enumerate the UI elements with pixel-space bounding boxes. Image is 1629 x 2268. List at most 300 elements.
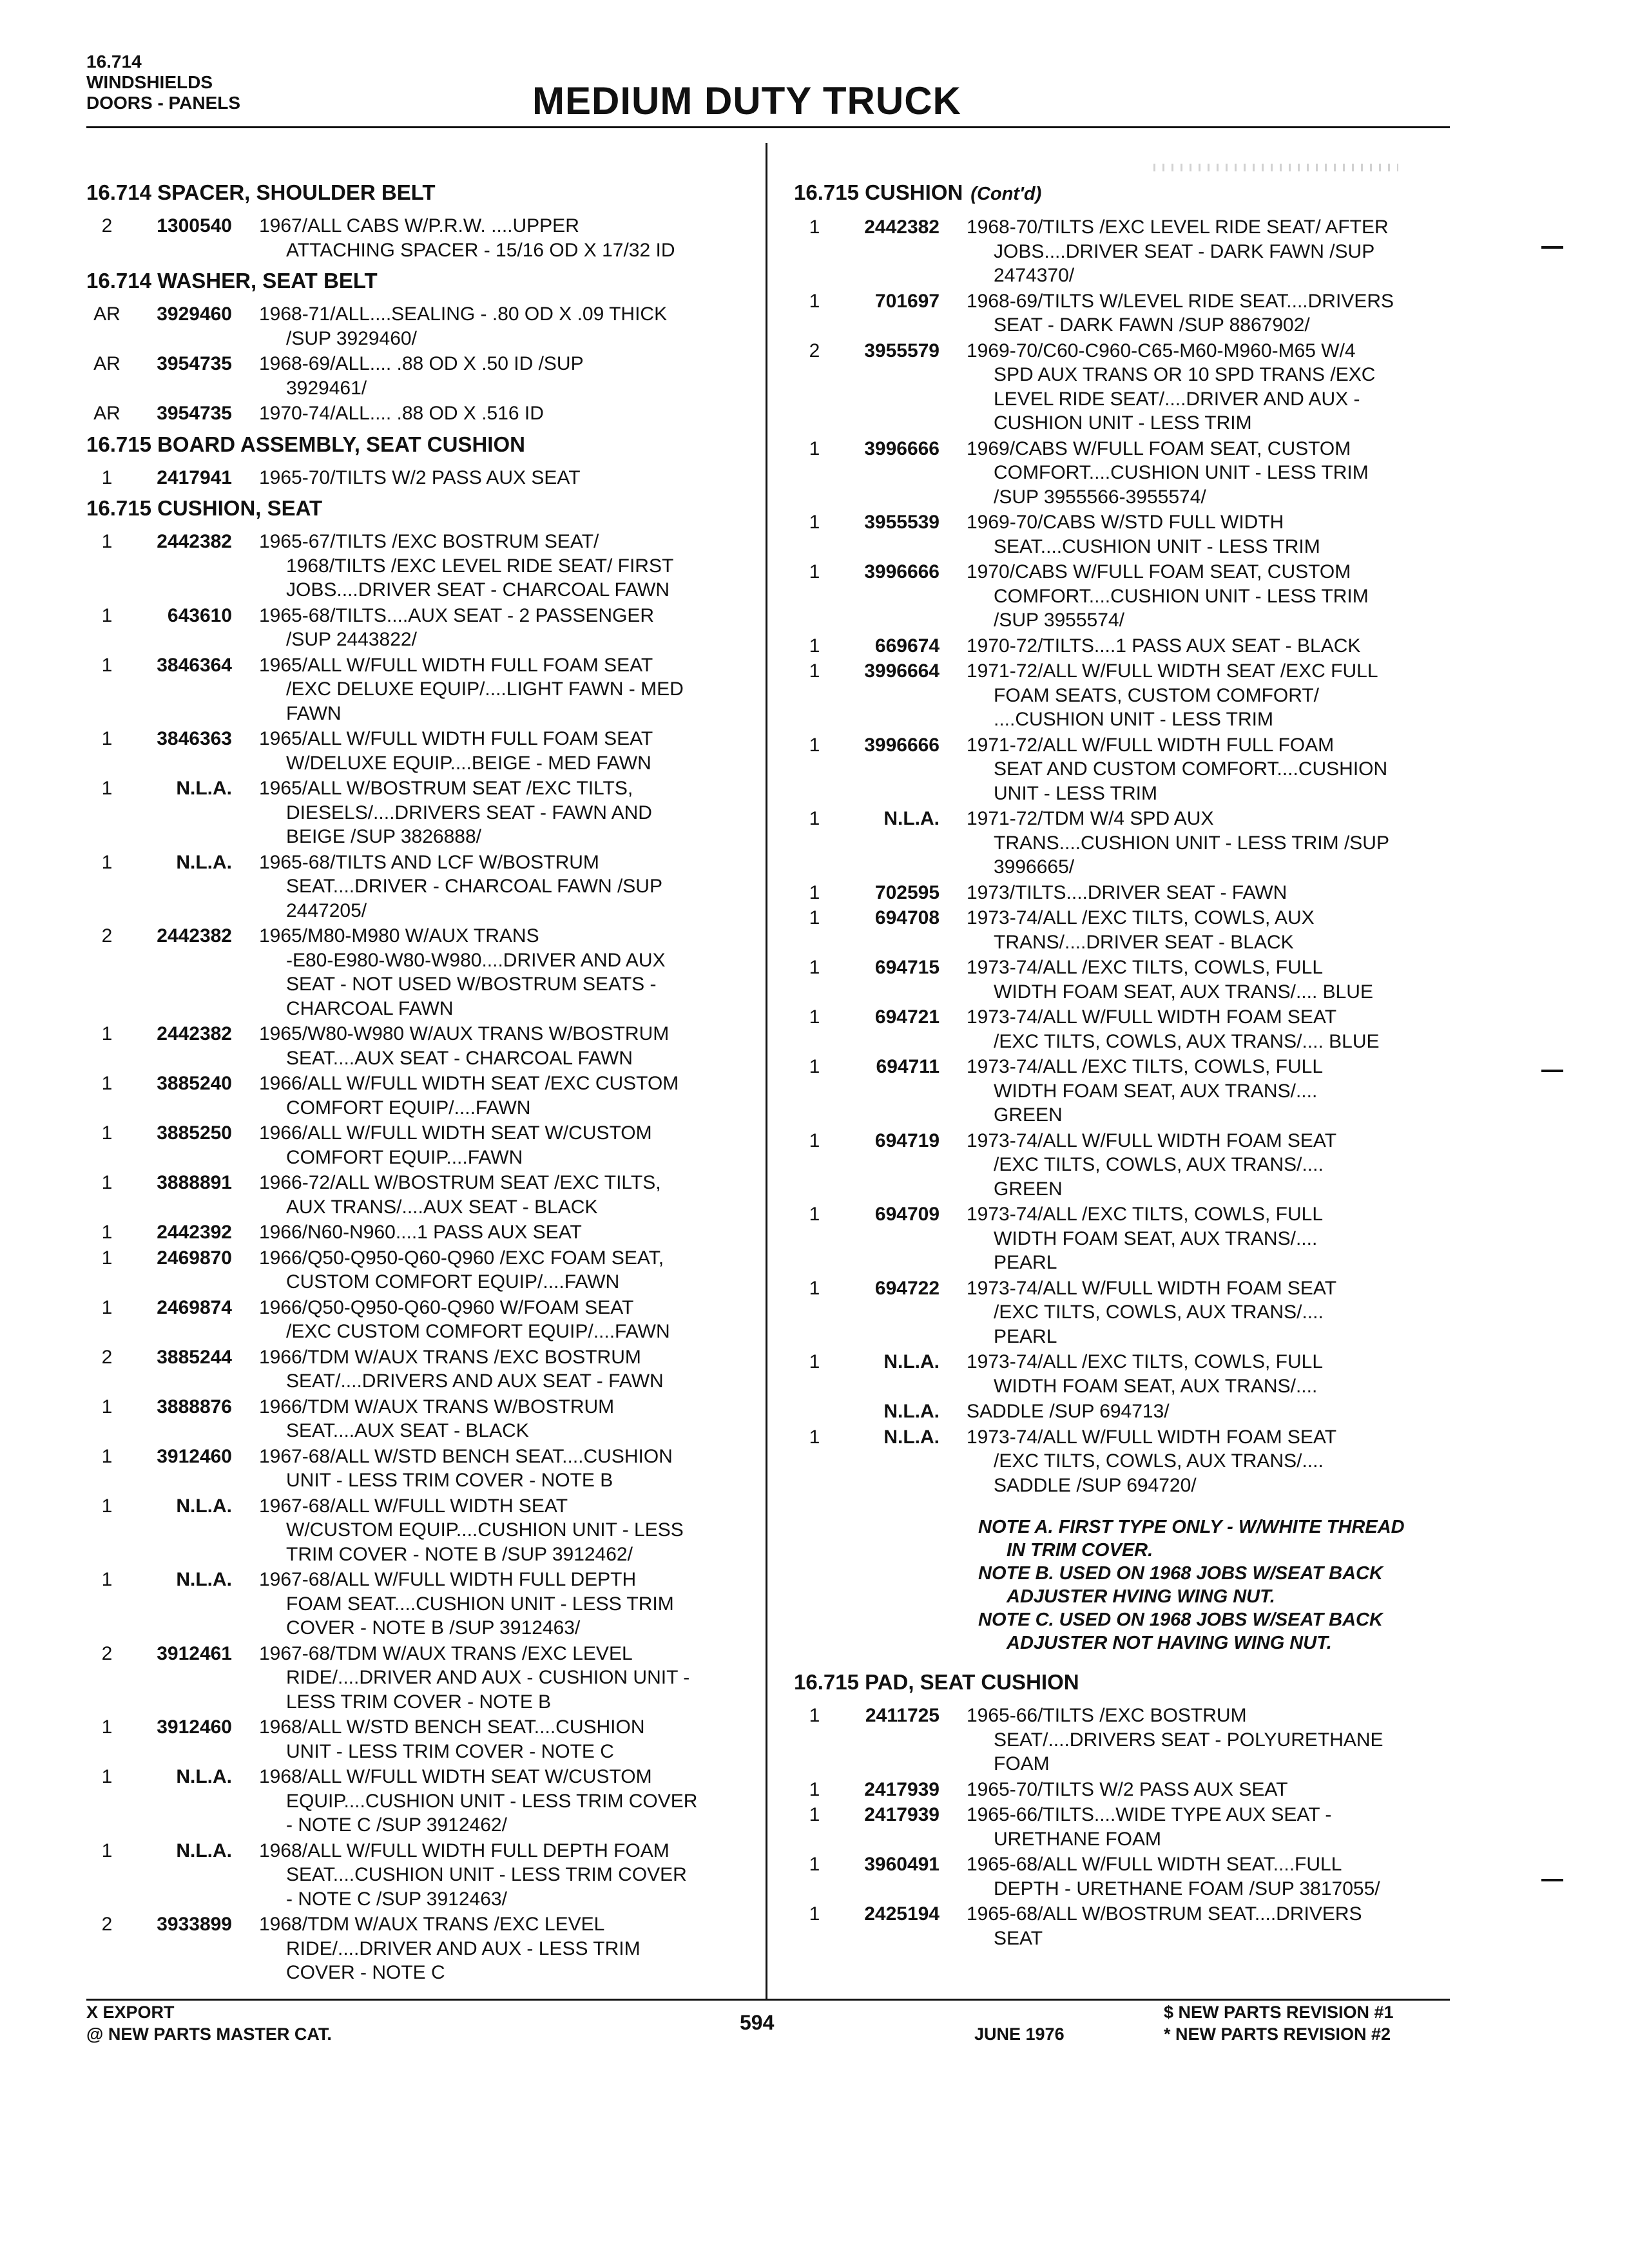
part-quantity: 1 [809,437,820,459]
header-line: 16.714 [86,52,142,72]
part-description [232,850,744,923]
part-quantity: 1 [101,1445,113,1467]
part-row [86,1171,744,1219]
section-title: 16.714 WASHER, SEAT BELT [86,269,378,293]
description-line: COMFORT EQUIP....FAWN [286,1146,523,1168]
description-line: DEPTH - URETHANE FOAM /SUP 3817055/ [994,1878,1380,1899]
part-row [86,214,744,262]
part-number: N.L.A. [176,778,232,799]
part-number: 694715 [874,957,940,978]
description-line: PEARL [994,1252,1057,1273]
part-description [232,727,744,775]
description-line: LESS TRIM COVER - NOTE B [286,1691,552,1713]
part-row [86,530,744,602]
part-quantity: 2 [809,340,820,361]
description-line: 1965-67/TILTS /EXC BOSTRUM SEAT/ [259,531,599,552]
part-number: 3885250 [157,1122,232,1144]
description-line: SEAT....CUSHION UNIT - LESS TRIM COVER [286,1864,687,1885]
part-description [940,1704,1464,1776]
part-row [86,1568,744,1640]
part-quantity: 1 [809,881,820,903]
part-quantity: 1 [101,1296,113,1318]
description-line: 1971-72/TDM W/4 SPD AUX [967,808,1214,829]
footer-date: JUNE 1976 [974,2024,1065,2044]
section-title: 16.715 CUSHION [794,180,963,204]
part-quantity [794,1399,835,1424]
description-line: TRANS....CUSHION UNIT - LESS TRIM /SUP [994,832,1389,854]
part-number: 2469870 [157,1247,232,1269]
description-line: 1968/TILTS /EXC LEVEL RIDE SEAT/ FIRST [286,555,674,577]
description-line: 1968/TDM W/AUX TRANS /EXC LEVEL [259,1914,605,1935]
part-number: 2442382 [157,531,232,552]
header-section-id [86,52,240,113]
part-description [232,1445,744,1493]
description-line: - NOTE C /SUP 3912462/ [286,1814,507,1836]
part-quantity: 1 [101,778,113,799]
footer-export: X EXPORT [86,2003,175,2022]
part-quantity: 1 [809,1204,820,1225]
part-number: 2411725 [865,1705,940,1726]
description-line: 2474370/ [994,265,1075,286]
part-description [940,1129,1464,1202]
part-row [86,1445,744,1493]
description-line: 1967/ALL CABS W/P.R.W. ....UPPER [259,215,579,236]
part-row [86,401,744,426]
part-description [940,659,1464,732]
description-line: UNIT - LESS TRIM [994,782,1157,804]
part-row [86,1494,744,1567]
part-quantity: 1 [101,1023,113,1044]
part-number: 2417939 [864,1778,940,1800]
part-number: N.L.A. [176,1840,232,1861]
part-number: 3929460 [157,303,232,325]
part-description [940,733,1464,806]
part-row [794,1276,1464,1349]
part-number: 2442392 [157,1222,232,1243]
column-divider [766,143,767,1999]
description-line: 1965-66/TILTS....WIDE TYPE AUX SEAT - [967,1804,1332,1825]
part-quantity: 1 [809,1006,820,1028]
part-description [232,1022,744,1070]
part-description [232,302,744,351]
part-row [794,1399,1464,1424]
part-quantity: 1 [809,216,820,238]
description-line: 1973-74/ALL /EXC TILTS, COWLS, FULL [967,1204,1324,1225]
description-line: SPD AUX TRANS OR 10 SPD TRANS /EXC [994,364,1376,385]
footer-divider [86,1999,1450,2001]
part-row [86,352,744,400]
description-line: /EXC TILTS, COWLS, AUX TRANS/.... BLUE [994,1030,1380,1052]
description-line: 1968-69/TILTS W/LEVEL RIDE SEAT....DRIVERS [967,290,1394,312]
part-quantity: 1 [101,654,113,676]
part-number: 3846363 [157,728,232,749]
description-line: JOBS....DRIVER SEAT - DARK FAWN /SUP [994,240,1375,262]
part-description [940,1852,1464,1901]
description-line: SEAT....CUSHION UNIT - LESS TRIM [994,535,1320,557]
margin-mark [1541,1070,1563,1072]
part-description [232,1121,744,1169]
part-row [794,659,1464,732]
part-number: 3954735 [157,353,232,374]
part-quantity: 1 [809,1351,820,1372]
description-line: TRIM COVER - NOTE B /SUP 3912462/ [286,1543,633,1565]
description-line: /EXC TILTS, COWLS, AUX TRANS/.... [994,1450,1324,1472]
part-number: 3996666 [864,437,940,459]
description-line: PEARL [994,1325,1057,1347]
description-line: W/CUSTOM EQUIP....CUSHION UNIT - LESS [286,1519,684,1541]
part-number: 2442382 [157,925,232,947]
part-row [794,906,1464,954]
part-quantity: AR [93,353,120,374]
part-row [86,1121,744,1169]
part-row [86,1220,744,1245]
description-line: 2447205/ [286,899,367,921]
part-quantity: 1 [101,1495,113,1517]
part-quantity: 2 [101,215,113,236]
part-quantity: 1 [101,1840,113,1861]
part-description [940,956,1464,1004]
description-line: 1973-74/ALL /EXC TILTS, COWLS, FULL [967,1351,1324,1372]
part-quantity: 1 [809,957,820,978]
part-quantity: 1 [101,851,113,873]
part-description [232,776,744,849]
note-line: IN TRIM COVER. [1007,1540,1153,1561]
description-line: 1965-70/TILTS W/2 PASS AUX SEAT [967,1778,1288,1800]
description-line: /EXC CUSTOM COMFORT EQUIP/....FAWN [286,1321,670,1342]
description-line: ATTACHING SPACER - 15/16 OD X 17/32 ID [286,239,675,261]
description-line: URETHANE FOAM [994,1828,1162,1850]
description-line: 1965-68/TILTS AND LCF W/BOSTRUM [259,851,599,873]
part-number: N.L.A. [883,808,940,829]
note-line: NOTE B. USED ON 1968 JOBS W/SEAT BACK [978,1563,1383,1584]
part-number: 694711 [876,1056,940,1077]
part-description [232,1568,744,1640]
part-number: 2417939 [864,1804,940,1825]
part-description [232,924,744,1021]
part-row [86,653,744,726]
section-continued: (Cont'd) [970,184,1042,204]
part-number: N.L.A. [176,851,232,873]
part-row [86,1765,744,1838]
description-line: SEAT - NOT USED W/BOSTRUM SEATS - [286,974,657,995]
part-row [794,1055,1464,1128]
part-description [232,1171,744,1219]
description-line: FOAM SEAT....CUSHION UNIT - LESS TRIM [286,1593,674,1615]
part-quantity: 1 [809,1129,820,1151]
description-line: W/DELUXE EQUIP....BEIGE - MED FAWN [286,752,651,774]
footnotes [978,1515,1464,1655]
description-line: COMFORT....CUSHION UNIT - LESS TRIM [994,585,1369,607]
description-line: 1967-68/TDM W/AUX TRANS /EXC LEVEL [259,1642,633,1664]
part-quantity: 1 [809,290,820,312]
description-line: 1973-74/ALL W/FULL WIDTH FOAM SEAT [967,1426,1337,1448]
description-line: 1965-66/TILTS /EXC BOSTRUM [967,1705,1247,1726]
description-line: AUX TRANS/....AUX SEAT - BLACK [286,1196,598,1218]
description-line: FOAM SEATS, CUSTOM COMFORT/ [994,684,1320,706]
part-number: N.L.A. [176,1495,232,1517]
part-row [794,560,1464,633]
description-line: - NOTE C /SUP 3912463/ [286,1888,507,1910]
description-line: 1968/ALL W/STD BENCH SEAT....CUSHION [259,1716,645,1738]
part-number: 3912461 [157,1642,232,1664]
part-number: 701697 [874,290,940,312]
part-description [232,214,744,262]
part-quantity: 1 [101,466,113,488]
part-number: N.L.A. [176,1766,232,1787]
description-line: 1965-68/TILTS....AUX SEAT - 2 PASSENGER [259,604,655,626]
description-line: UNIT - LESS TRIM COVER - NOTE B [286,1470,613,1491]
part-quantity: 1 [809,1426,820,1448]
description-line: 1965-70/TILTS W/2 PASS AUX SEAT [259,466,581,488]
part-quantity: 1 [809,512,820,533]
description-line: 1973-74/ALL /EXC TILTS, COWLS, FULL [967,957,1324,978]
part-quantity: AR [93,403,120,424]
header-line: WINDSHIELDS [86,72,213,92]
part-row [86,604,744,652]
part-row [794,289,1464,338]
part-number: 694719 [874,1129,940,1151]
part-description [232,352,744,400]
part-number: 694721 [874,1006,940,1028]
section-heading [794,1670,1464,1695]
part-number: 3888876 [157,1396,232,1418]
description-line: /EXC DELUXE EQUIP/....LIGHT FAWN - MED [286,678,684,700]
description-line: 1966/Q50-Q950-Q60-Q960 W/FOAM SEAT [259,1296,634,1318]
description-line: 1967-68/ALL W/FULL WIDTH FULL DEPTH [259,1569,637,1590]
description-line: 1973/TILTS....DRIVER SEAT - FAWN [967,881,1287,903]
part-number: 3888891 [157,1172,232,1193]
description-line: /SUP 3929460/ [286,327,417,349]
part-row [794,1778,1464,1802]
description-line: UNIT - LESS TRIM COVER - NOTE C [286,1740,614,1762]
margin-mark [1541,246,1563,249]
description-line: RIDE/....DRIVER AND AUX - CUSHION UNIT - [286,1667,690,1688]
note-line: ADJUSTER NOT HAVING WING NUT. [1007,1633,1332,1653]
part-row [794,1350,1464,1398]
part-description [940,510,1464,559]
part-description [232,604,744,652]
part-description [232,1912,744,1985]
part-description [232,1395,744,1443]
part-row [794,1803,1464,1851]
part-quantity: 1 [809,1804,820,1825]
description-line: ....CUSHION UNIT - LESS TRIM [994,709,1273,730]
description-line: WIDTH FOAM SEAT, AUX TRANS/.... BLUE [994,981,1373,1003]
part-quantity: 1 [101,1172,113,1193]
part-description [232,1765,744,1838]
part-row [794,1852,1464,1901]
part-description [232,1220,744,1245]
part-description [940,1055,1464,1128]
description-line: 1973-74/ALL /EXC TILTS, COWLS, FULL [967,1056,1324,1077]
part-quantity: 1 [101,531,113,552]
part-description [232,1494,744,1567]
part-description [940,1803,1464,1851]
part-number: 3960491 [864,1854,940,1875]
part-quantity: 1 [809,660,820,682]
part-description [232,1642,744,1715]
description-line: WIDTH FOAM SEAT, AUX TRANS/.... [994,1375,1318,1397]
description-line: 1967-68/ALL W/STD BENCH SEAT....CUSHION [259,1445,673,1467]
part-row [794,215,1464,288]
part-quantity: 1 [809,1903,820,1925]
part-number: 2442382 [864,216,940,238]
part-number: 694708 [874,907,940,928]
part-row [86,850,744,923]
part-row [794,1129,1464,1202]
part-row [86,1296,744,1344]
part-row [86,727,744,775]
description-line: 1966/ALL W/FULL WIDTH SEAT /EXC CUSTOM [259,1073,679,1094]
description-line: FAWN [286,702,342,724]
part-number: 3912460 [157,1445,232,1467]
description-line: RIDE/....DRIVER AND AUX - LESS TRIM [286,1937,641,1959]
part-row [794,733,1464,806]
description-line: COMFORT EQUIP/....FAWN [286,1097,531,1119]
description-line: /SUP 3955566-3955574/ [994,486,1206,508]
part-number: 3954735 [157,403,232,424]
part-number: 3996666 [864,561,940,582]
section-title: 16.715 BOARD ASSEMBLY, SEAT CUSHION [86,432,525,456]
description-line: 1973-74/ALL /EXC TILTS, COWLS, AUX [967,907,1315,928]
part-quantity: 1 [101,1569,113,1590]
part-description [232,1715,744,1763]
part-description [940,1902,1464,1950]
header-divider [86,126,1450,128]
part-quantity: 1 [809,907,820,928]
page-number: 594 [740,2011,775,2034]
part-quantity: 1 [809,1778,820,1800]
part-description [940,437,1464,510]
part-number: N.L.A. [176,1569,232,1590]
page-title: MEDIUM DUTY TRUCK [532,79,961,122]
right-column [794,174,1464,1952]
description-line: 1973-74/ALL W/FULL WIDTH FOAM SEAT [967,1006,1337,1028]
part-quantity: 1 [101,1766,113,1787]
header-line: DOORS - PANELS [86,93,241,113]
section-heading [86,269,744,293]
part-quantity: 1 [809,635,820,657]
description-line: SADDLE /SUP 694720/ [994,1474,1197,1496]
section-heading [86,432,744,457]
description-line: TRANS/....DRIVER SEAT - BLACK [994,931,1294,953]
part-quantity: 1 [101,1247,113,1269]
description-line: 1971-72/ALL W/FULL WIDTH FULL FOAM [967,734,1335,756]
scan-noise [1153,164,1398,171]
description-line: 1966/Q50-Q950-Q60-Q960 /EXC FOAM SEAT, [259,1247,664,1269]
part-row [86,924,744,1021]
description-line: 1967-68/ALL W/FULL WIDTH SEAT [259,1495,568,1517]
part-description [940,1350,1464,1398]
margin-mark [1541,1879,1563,1881]
note-line: NOTE A. FIRST TYPE ONLY - W/WHITE THREAD [978,1517,1405,1537]
part-row [86,466,744,490]
part-quantity: 1 [101,1222,113,1243]
description-line: JOBS....DRIVER SEAT - CHARCOAL FAWN [286,579,670,601]
part-row [86,1246,744,1294]
part-description [940,215,1464,288]
part-number: 669674 [874,635,940,657]
part-row [794,1202,1464,1275]
description-line: 1968/ALL W/FULL WIDTH SEAT W/CUSTOM [259,1766,652,1787]
part-quantity: 1 [809,1277,820,1299]
description-line: 1970/CABS W/FULL FOAM SEAT, CUSTOM [967,561,1351,582]
description-line: 1969/CABS W/FULL FOAM SEAT, CUSTOM [967,437,1351,459]
description-line: 1968/ALL W/FULL WIDTH FULL DEPTH FOAM [259,1840,670,1861]
part-description [940,1276,1464,1349]
part-quantity: 1 [101,1122,113,1144]
part-row [86,1839,744,1912]
part-row [86,1022,744,1070]
description-line: WIDTH FOAM SEAT, AUX TRANS/.... [994,1227,1318,1249]
note-line: NOTE C. USED ON 1968 JOBS W/SEAT BACK [978,1610,1383,1630]
description-line: GREEN [994,1104,1063,1126]
part-row [794,956,1464,1004]
part-description [940,339,1464,436]
part-description [940,1399,1464,1424]
description-line: 3929461/ [286,377,367,399]
part-number: 694709 [874,1204,940,1225]
part-quantity: 1 [809,1854,820,1875]
description-line: BEIGE /SUP 3826888/ [286,826,481,847]
part-description [232,1246,744,1294]
part-quantity: 1 [101,1716,113,1738]
left-column [86,174,744,1986]
part-quantity: 1 [809,561,820,582]
description-line: 1970-74/ALL.... .88 OD X .516 ID [259,403,544,424]
description-line: SEAT....DRIVER - CHARCOAL FAWN /SUP [286,876,662,897]
part-row [86,302,744,351]
footer-master-cat: @ NEW PARTS MASTER CAT. [86,2024,332,2044]
part-row [794,881,1464,905]
part-number: 2442382 [157,1023,232,1044]
part-number: 3885244 [157,1346,232,1368]
part-number: 3996664 [864,660,940,682]
part-row [794,1005,1464,1053]
description-line: SADDLE /SUP 694713/ [967,1401,1170,1422]
description-line: 1966/N60-N960....1 PASS AUX SEAT [259,1222,582,1243]
part-number: 2425194 [864,1903,940,1925]
description-line: 1965/ALL W/FULL WIDTH FULL FOAM SEAT [259,654,653,676]
part-row [794,437,1464,510]
part-description [232,1072,744,1120]
part-row [794,634,1464,658]
description-line: CUSHION UNIT - LESS TRIM [994,412,1252,434]
part-description [940,807,1464,879]
section-title: 16.714 SPACER, SHOULDER BELT [86,180,436,204]
part-row [86,1642,744,1715]
part-number: 643610 [167,604,232,626]
description-line: 1973-74/ALL W/FULL WIDTH FOAM SEAT [967,1277,1337,1299]
part-number: 1300540 [157,215,232,236]
part-row [794,1704,1464,1776]
part-description [232,401,744,426]
footer-revision-1: $ NEW PARTS REVISION #1 [1164,2003,1394,2022]
part-quantity: 1 [101,1396,113,1418]
description-line: 1969-70/CABS W/STD FULL WIDTH [967,512,1284,533]
part-quantity: 1 [809,1705,820,1726]
part-row [794,1902,1464,1950]
description-line: EQUIP....CUSHION UNIT - LESS TRIM COVER [286,1790,698,1812]
part-quantity: 1 [809,1056,820,1077]
description-line: 1970-72/TILTS....1 PASS AUX SEAT - BLACK [967,635,1361,657]
part-description [940,1425,1464,1498]
part-quantity: 2 [101,1642,113,1664]
description-line: SEAT [994,1927,1043,1949]
description-line: WIDTH FOAM SEAT, AUX TRANS/.... [994,1080,1318,1102]
description-line: /SUP 3955574/ [994,610,1124,631]
description-line: 1966-72/ALL W/BOSTRUM SEAT /EXC TILTS, [259,1172,661,1193]
